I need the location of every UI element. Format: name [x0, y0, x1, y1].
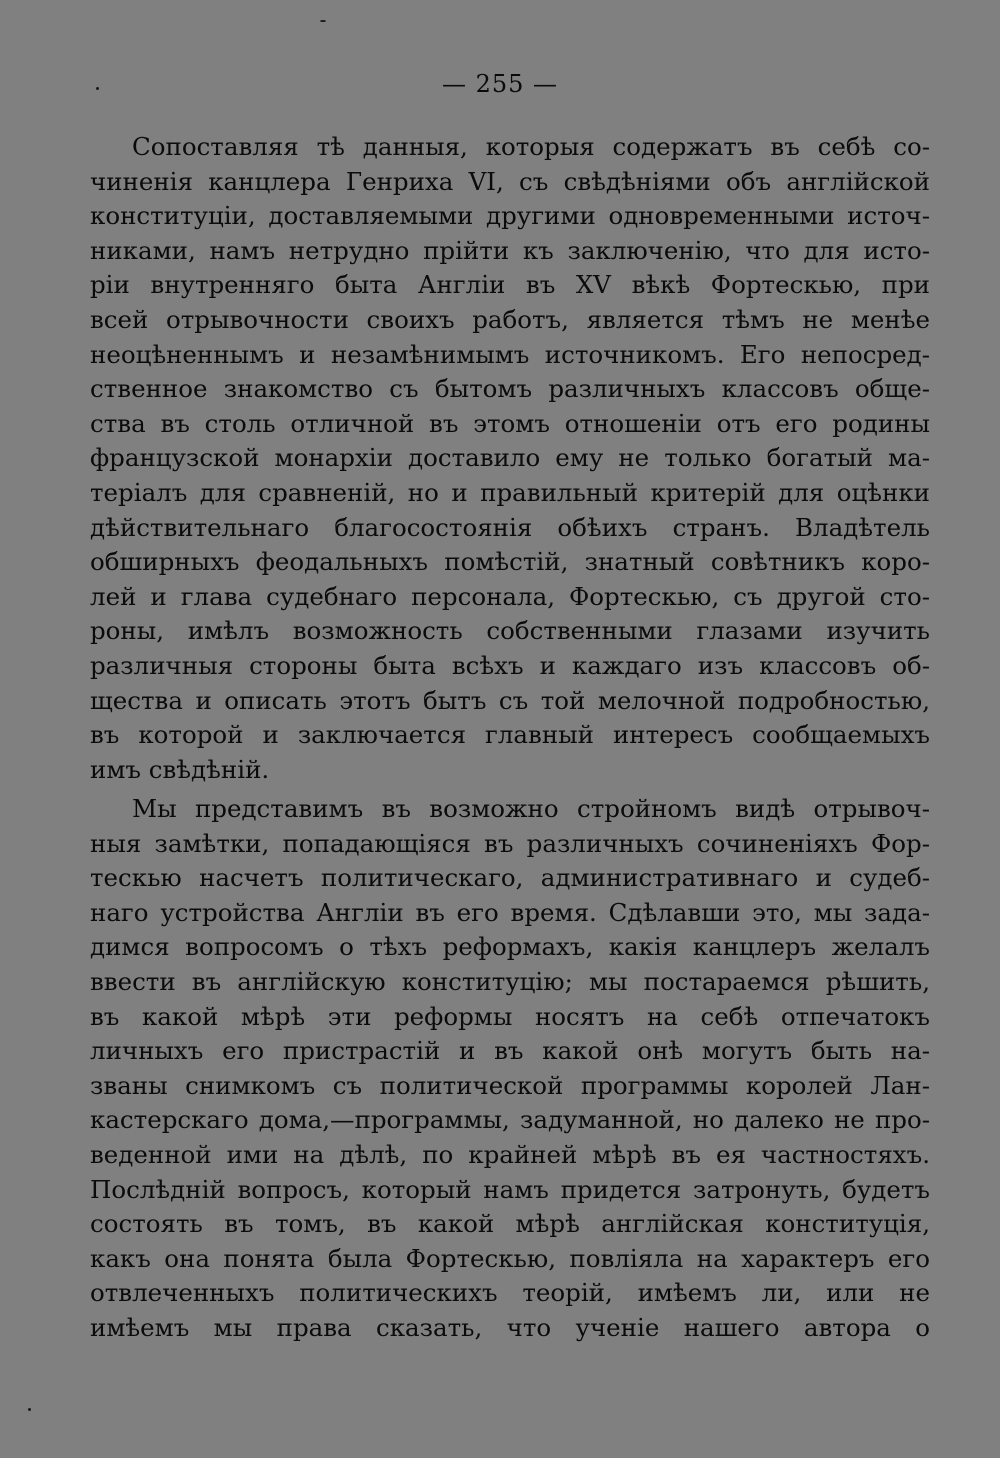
text-line: ріи внутренняго быта Англіи въ XV вѣкѣ Фортескью, при — [90, 270, 930, 300]
text-line: щества и описать этотъ бытъ съ той мелочной подробностью, — [90, 685, 930, 715]
text-line: различныя стороны быта всѣхъ и каждаго изъ классовъ об- — [90, 651, 930, 680]
text-line: Сопоставляя тѣ данныя, которыя содержатъ въ себѣ со- — [132, 132, 930, 161]
text-line: дѣйствительнаго благосостоянія обѣихъ странъ. Владѣтель — [90, 512, 930, 542]
text-line: неоцѣненнымъ и незамѣнимымъ источникомъ. Его непосред- — [90, 339, 930, 369]
text-line: въ которой и заключается главный интересъ сообщаемыхъ — [90, 720, 930, 750]
text-line: ства въ столь отличной въ этомъ отношеніи отъ его родины — [90, 408, 930, 438]
text-line: димся вопросомъ о тѣхъ реформахъ, какія канцлеръ желалъ — [90, 932, 930, 962]
text-line: роны, имѣлъ возможность собственными глазами изучить — [90, 616, 930, 646]
dust-speck — [28, 1408, 31, 1411]
text-line: лей и глава судебнаго персонала, Фортескью, съ другой сто- — [90, 581, 930, 611]
text-line: тескью насчетъ политическаго, административнаго и судеб- — [90, 863, 930, 893]
text-line: имѣемъ мы права сказать, что ученіе нашего автора о — [90, 1313, 930, 1342]
text-line: чиненія канцлера Генриха VI, съ свѣдѣніями объ англійской — [90, 166, 930, 196]
text-line: никами, намъ нетрудно прійти къ заключенію, что для исто- — [90, 235, 930, 265]
text-line: Мы представимъ въ возможно стройномъ видѣ отрывоч- — [132, 794, 930, 823]
text-line: конституціи, доставляемыми другими одновременными источ- — [90, 201, 930, 231]
text-line: обширныхъ феодальныхъ помѣстій, знатный совѣтникъ коро- — [90, 547, 930, 577]
dust-speck — [96, 87, 99, 90]
text-line: личныхъ его пристрастій и въ какой онѣ могутъ быть на- — [90, 1036, 930, 1066]
text-line: всей отрывочности своихъ работъ, является тѣмъ не менѣе — [90, 305, 930, 334]
page-number: — 255 — — [441, 70, 559, 98]
text-line: въ какой мѣрѣ эти реформы носятъ на себѣ отпечатокъ — [90, 1001, 930, 1031]
text-line: наго устройства Англіи въ его время. Сдѣлавши это, мы зада- — [90, 897, 930, 927]
text-line: имъ свѣдѣній. — [90, 754, 270, 784]
text-line: кастерскаго дома,—программы, задуманной, но далеко не про- — [90, 1105, 930, 1135]
text-line: какъ она понята была Фортескью, повліяла на характеръ его — [90, 1243, 930, 1273]
text-line: ввести въ англійскую конституцію; мы постараемся рѣшить, — [90, 967, 930, 996]
text-line: ныя замѣтки, попадающіяся въ различныхъ сочиненіяхъ Фор- — [90, 828, 930, 858]
text-line: отвлеченныхъ политическихъ теорій, имѣемъ ли, или не — [90, 1278, 930, 1308]
text-line: французской монархіи доставило ему не только богатый ма- — [90, 443, 930, 473]
text-line: ственное знакомство съ бытомъ различныхъ классовъ обще- — [90, 374, 930, 404]
text-line: состоять въ томъ, въ какой мѣрѣ англійская конституція, — [90, 1209, 930, 1239]
dust-speck — [320, 20, 326, 22]
text-line: званы снимкомъ съ политической программы королей Лан- — [90, 1070, 930, 1100]
text-line: веденной ими на дѣлѣ, по крайней мѣрѣ въ ея частностяхъ. — [90, 1140, 930, 1169]
text-line: теріалъ для сравненій, но и правильный критерій для оцѣнки — [90, 478, 930, 507]
text-line: Послѣдній вопросъ, который намъ придется затронуть, будетъ — [90, 1174, 930, 1204]
